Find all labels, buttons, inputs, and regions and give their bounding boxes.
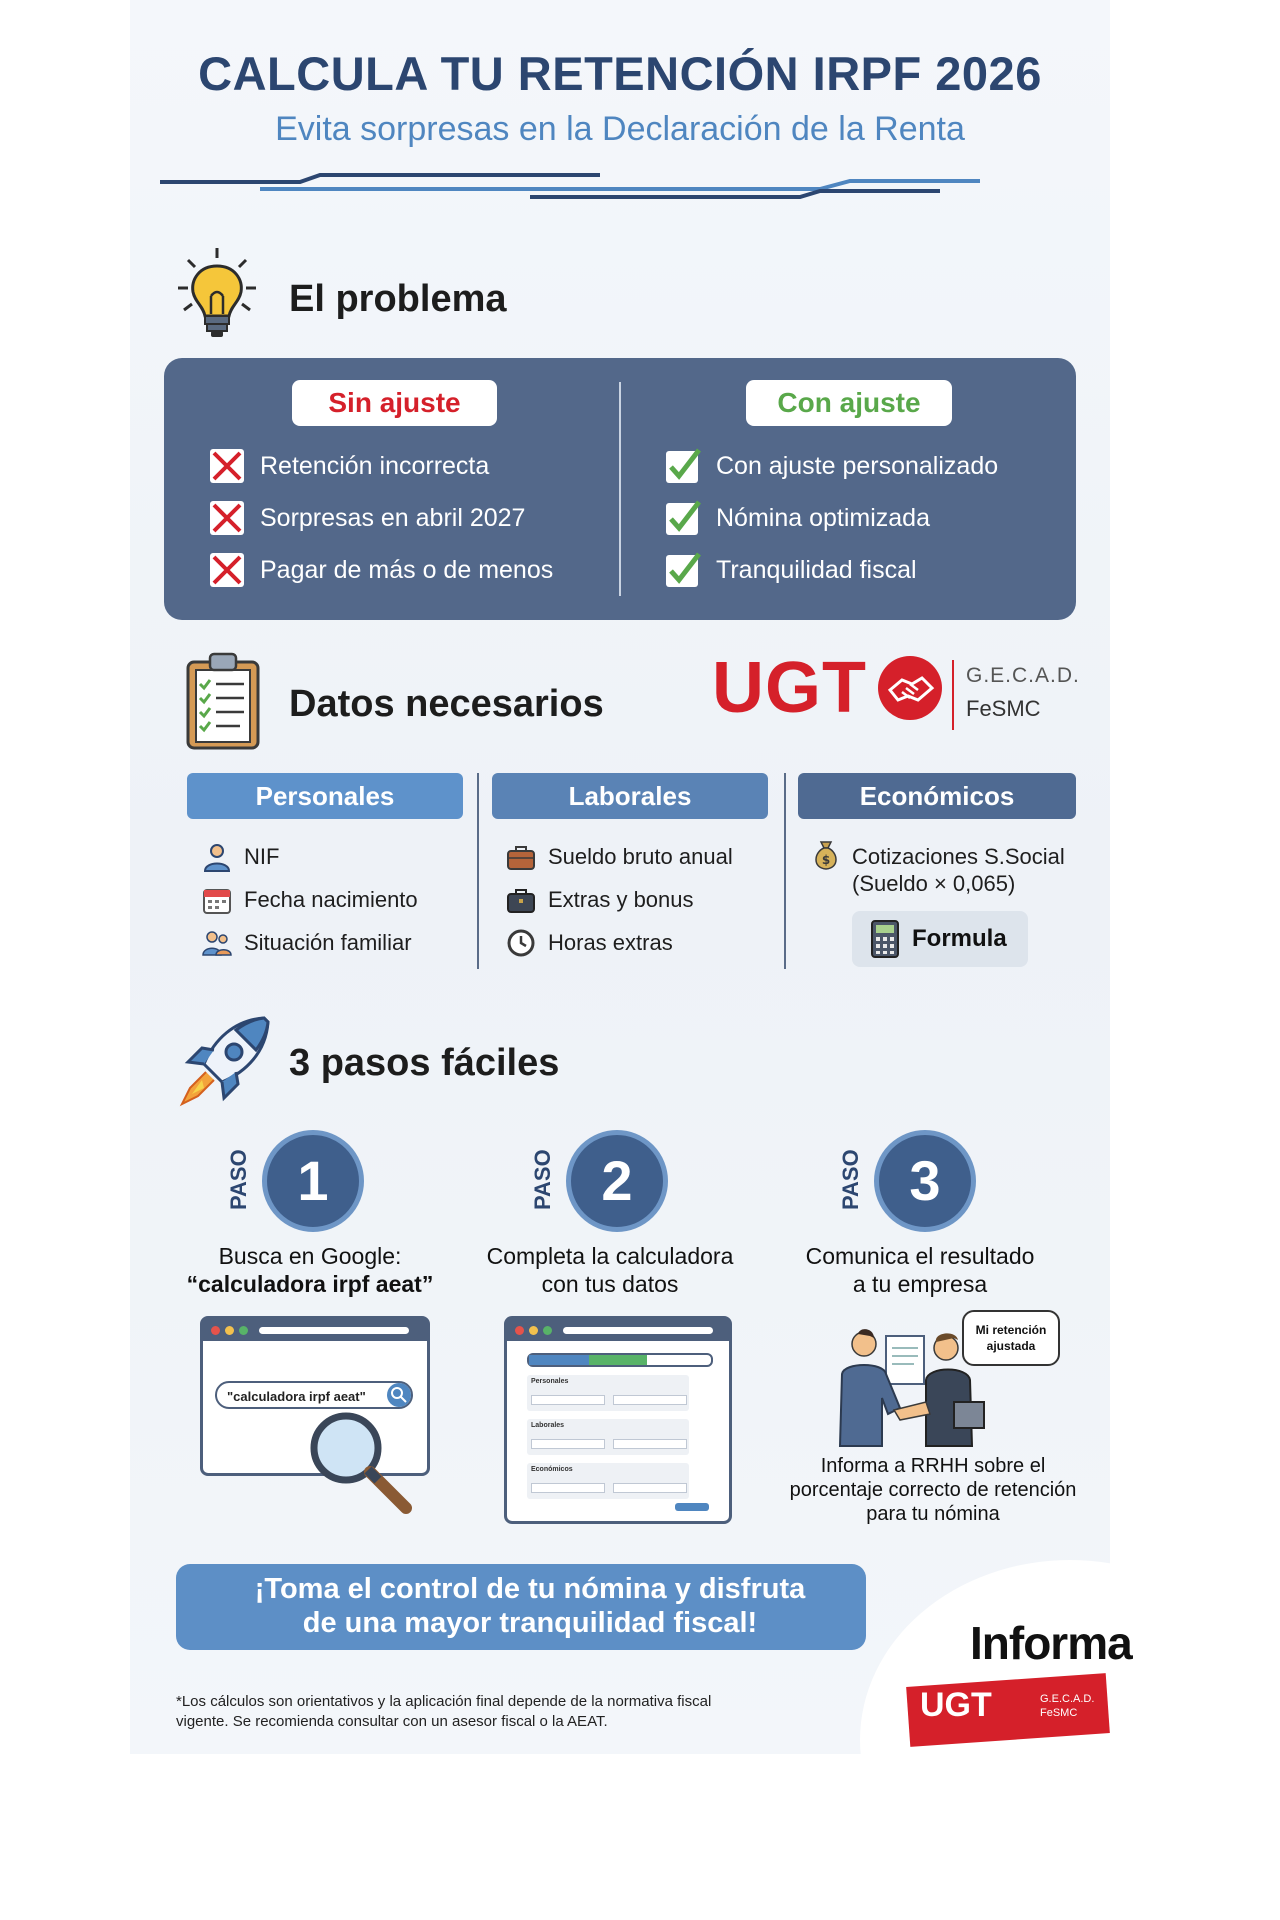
step-description bbox=[160, 1242, 460, 1298]
family-icon bbox=[202, 928, 232, 958]
ugt-flag-text: UGT bbox=[920, 1686, 992, 1724]
ugt-logo-text: UGT bbox=[712, 648, 867, 728]
x-mark-icon bbox=[208, 499, 246, 537]
page-title: CALCULA TU RETENCIÓN IRPF 2026 bbox=[198, 47, 1042, 100]
magnifying-glass-icon bbox=[306, 1408, 416, 1518]
infographic-poster bbox=[130, 0, 1132, 1754]
lightbulb-icon bbox=[176, 246, 258, 344]
submit-button bbox=[675, 1503, 709, 1511]
personales-text: Fecha nacimiento bbox=[244, 887, 418, 912]
ugt-flag-subtext bbox=[1040, 1692, 1094, 1720]
user-icon bbox=[202, 842, 232, 872]
economicos-line2: (Sueldo × 0,065) bbox=[852, 871, 1016, 896]
personales-item bbox=[202, 839, 279, 875]
page-subtitle: Evita sorpresas en la Declaración de la Renta bbox=[275, 110, 965, 148]
ugt-handshake-icon bbox=[878, 656, 942, 720]
con-ajuste-item bbox=[664, 498, 930, 538]
search-input: "calculadora irpf aeat" bbox=[215, 1381, 413, 1409]
fesmc-label: FeSMC bbox=[966, 696, 1041, 721]
laborales-text: Sueldo bruto anual bbox=[548, 844, 733, 869]
sin-ajuste-label: Sin ajuste bbox=[292, 380, 497, 426]
paso-label: PASO bbox=[838, 1149, 863, 1210]
form-section: Laborales bbox=[527, 1419, 689, 1455]
cta-line: de una mayor tranquilidad fiscal! bbox=[302, 1607, 758, 1639]
step-line: a tu empresa bbox=[852, 1271, 988, 1297]
sin-ajuste-item bbox=[208, 446, 489, 486]
con-ajuste-text: Con ajuste personalizado bbox=[716, 451, 999, 480]
form-section: Económicos bbox=[527, 1463, 689, 1499]
sin-ajuste-text: Pagar de más o de menos bbox=[260, 555, 554, 584]
progress-bar bbox=[527, 1353, 713, 1367]
paso-label: PASO bbox=[530, 1149, 555, 1210]
laborales-item bbox=[506, 925, 673, 961]
x-mark-icon bbox=[208, 447, 246, 485]
personales-text: Situación familiar bbox=[244, 930, 412, 955]
footnote-line: vigente. Se recomienda consultar con un asesor fiscal o la AEAT. bbox=[176, 1713, 608, 1730]
cta-line: ¡Toma el control de tu nómina y disfruta bbox=[254, 1573, 806, 1605]
datos-divider bbox=[477, 773, 479, 969]
personales-header: Personales bbox=[187, 773, 463, 819]
laborales-text: Extras y bonus bbox=[548, 887, 694, 912]
briefcase-icon bbox=[506, 842, 536, 872]
step-line: Completa la calculadora bbox=[486, 1243, 734, 1269]
step-line: con tus datos bbox=[541, 1271, 679, 1297]
brand-divider bbox=[952, 660, 954, 730]
personales-item bbox=[202, 925, 412, 961]
personales-text: NIF bbox=[244, 844, 280, 869]
laborales-header: Laborales bbox=[492, 773, 768, 819]
browser-titlebar bbox=[507, 1319, 729, 1341]
laborales-item bbox=[506, 839, 733, 875]
pasos-heading: 3 pasos fáciles bbox=[289, 1042, 560, 1084]
sin-ajuste-item bbox=[208, 498, 525, 538]
con-ajuste-item bbox=[664, 446, 998, 486]
formula-button[interactable] bbox=[852, 911, 1028, 967]
sin-ajuste-text: Sorpresas en abril 2027 bbox=[260, 503, 526, 532]
step-description bbox=[770, 1242, 1070, 1298]
money-bag-icon bbox=[810, 838, 842, 872]
step-line: Comunica el resultado bbox=[805, 1243, 1035, 1269]
step3-note: Informa a RRHH sobre el porcentaje correcto de retención para tu nómina bbox=[789, 1455, 1077, 1525]
calculator-icon bbox=[870, 919, 900, 959]
sin-ajuste-text: Retención incorrecta bbox=[260, 451, 490, 480]
step-line: “calculadora irpf aeat” bbox=[186, 1271, 434, 1297]
clock-icon bbox=[506, 928, 536, 958]
gecad-label: G.E.C.A.D. bbox=[966, 664, 1080, 687]
laborales-item bbox=[506, 882, 694, 918]
laborales-text: Horas extras bbox=[548, 930, 673, 955]
cta-text bbox=[200, 1572, 860, 1640]
informa-label: Informa bbox=[970, 1617, 1132, 1669]
speech-bubble: Mi retención ajustada bbox=[962, 1310, 1060, 1366]
step-number-circle: 1 bbox=[262, 1130, 364, 1232]
footnote-line: *Los cálculos son orientativos y la aplicación final depende de la normativa fiscal bbox=[176, 1693, 712, 1710]
datos-divider bbox=[784, 773, 786, 969]
paso-label: PASO bbox=[226, 1149, 251, 1210]
checkmark-icon bbox=[664, 447, 702, 485]
x-mark-icon bbox=[208, 551, 246, 589]
economicos-header: Económicos bbox=[798, 773, 1076, 819]
problem-heading: El problema bbox=[289, 278, 507, 320]
rocket-icon bbox=[174, 1012, 274, 1112]
decorative-lines bbox=[160, 175, 980, 205]
datos-heading: Datos necesarios bbox=[289, 683, 604, 725]
checkmark-icon bbox=[664, 551, 702, 589]
con-ajuste-item bbox=[664, 550, 917, 590]
con-ajuste-label: Con ajuste bbox=[746, 380, 952, 426]
clipboard-checklist-icon bbox=[184, 652, 262, 752]
form-section: Personales bbox=[527, 1375, 689, 1411]
flag-fesmc-line: FeSMC bbox=[1040, 1707, 1078, 1719]
step-number-circle: 3 bbox=[874, 1130, 976, 1232]
economicos-line1: Cotizaciones S.Social bbox=[852, 844, 1065, 869]
footnote bbox=[176, 1692, 836, 1732]
personales-item bbox=[202, 882, 418, 918]
step-line: Busca en Google: bbox=[218, 1243, 402, 1269]
flag-gecad-line: G.E.C.A.D. bbox=[1040, 1693, 1095, 1705]
problem-divider bbox=[619, 382, 621, 596]
formula-label: Formula bbox=[912, 925, 1007, 952]
search-icon bbox=[387, 1383, 411, 1407]
calendar-icon bbox=[202, 885, 232, 915]
con-ajuste-text: Nómina optimizada bbox=[716, 503, 930, 532]
con-ajuste-text: Tranquilidad fiscal bbox=[716, 555, 917, 584]
briefcase-dark-icon bbox=[506, 885, 536, 915]
step-description bbox=[460, 1242, 760, 1298]
step-number-circle: 2 bbox=[566, 1130, 668, 1232]
sin-ajuste-item bbox=[208, 550, 553, 590]
browser-titlebar bbox=[203, 1319, 427, 1341]
calculator-form-illustration bbox=[504, 1316, 732, 1524]
checkmark-icon bbox=[664, 499, 702, 537]
svg-text:$: $ bbox=[821, 853, 831, 867]
